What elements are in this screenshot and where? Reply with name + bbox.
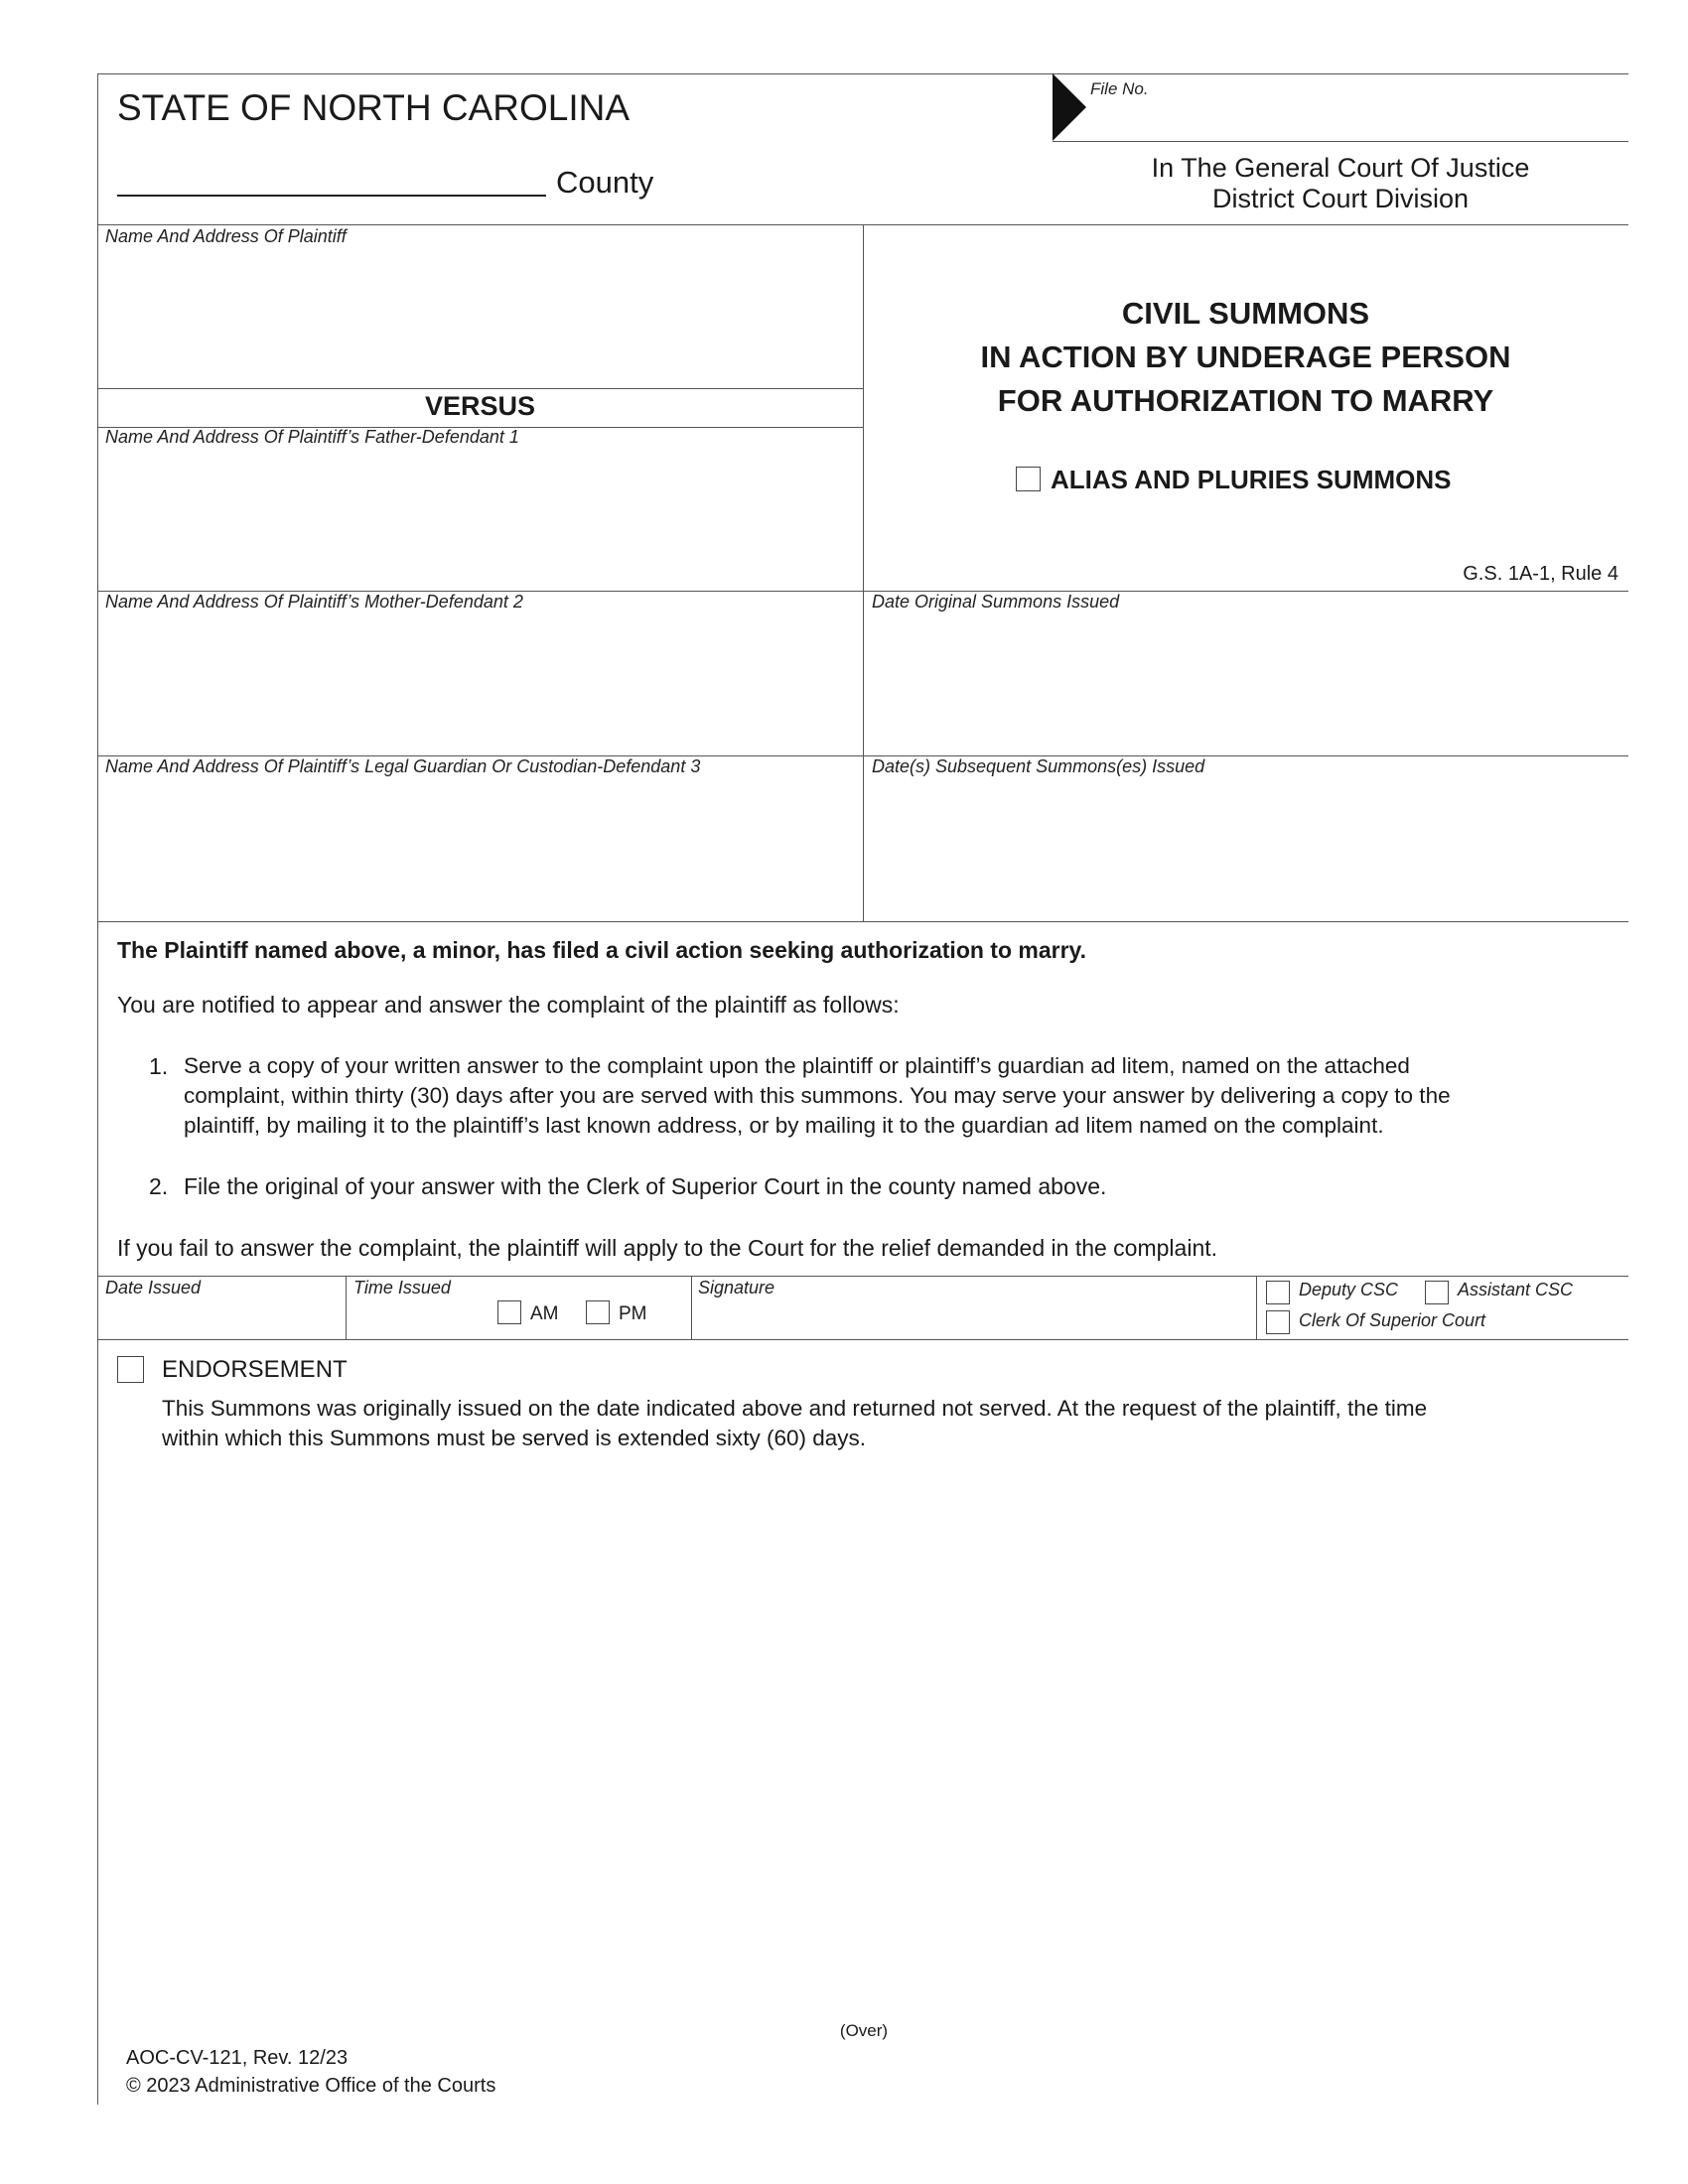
clerk-superior-court-checkbox[interactable] bbox=[1266, 1310, 1290, 1334]
defendant1-label: Name And Address Of Plaintiff’s Father-Defendant 1 bbox=[105, 427, 519, 447]
endorsement-line-1: This Summons was originally issued on the date indicated above and returned not served. At the request of the plaintiff, the time bbox=[162, 1396, 1428, 1421]
item-1-line-1: Serve a copy of your written answer to the complaint upon the plaintiff or plaintiff’s guardian ad litem, named on the attached bbox=[184, 1053, 1410, 1078]
notice-fail: If you fail to answer the complaint, the plaintiff will apply to the Court for the relief demanded in the complaint. bbox=[117, 1235, 1218, 1261]
defendant3-label: Name And Address Of Plaintiff’s Legal Guardian Or Custodian-Defendant 3 bbox=[105, 756, 701, 776]
issuance-bottom-line bbox=[97, 1339, 1628, 1340]
date-issued-field[interactable] bbox=[99, 1298, 342, 1336]
form-number: AOC-CV-121, Rev. 12/23 bbox=[126, 2047, 349, 2069]
file-no-label: File No. bbox=[1090, 79, 1149, 98]
file-no-underline bbox=[1053, 141, 1628, 142]
versus-heading: VERSUS bbox=[424, 391, 536, 421]
form-title-line-1: CIVIL SUMMONS bbox=[1121, 296, 1370, 331]
plaintiff-label: Name And Address Of Plaintiff bbox=[105, 226, 347, 246]
endorsement-label: ENDORSEMENT bbox=[162, 1356, 348, 1383]
date-issued-label: Date Issued bbox=[105, 1278, 202, 1297]
file-no-arrow-icon bbox=[1053, 73, 1088, 141]
am-label: AM bbox=[530, 1303, 559, 1324]
date-original-field[interactable] bbox=[866, 615, 1625, 752]
issuance-divider-3 bbox=[1256, 1276, 1257, 1339]
over-note: (Over) bbox=[839, 2021, 889, 2040]
time-issued-field[interactable] bbox=[350, 1298, 489, 1336]
court-line-2: District Court Division bbox=[1211, 184, 1470, 213]
alias-pluries-checkbox[interactable] bbox=[1016, 467, 1041, 491]
signature-field[interactable] bbox=[695, 1298, 1251, 1336]
form-title-line-3: FOR AUTHORIZATION TO MARRY bbox=[997, 383, 1494, 418]
county-input-line[interactable] bbox=[117, 195, 546, 197]
item-2-number: 2. bbox=[149, 1173, 169, 1199]
am-checkbox[interactable] bbox=[497, 1300, 521, 1324]
pm-label: PM bbox=[619, 1303, 647, 1324]
date-subsequent-field[interactable] bbox=[866, 780, 1625, 917]
notice-notified: You are notified to appear and answer the complaint of the plaintiff as follows: bbox=[117, 992, 900, 1018]
parties-bottom-line bbox=[97, 921, 1628, 922]
date-subsequent-label: Date(s) Subsequent Summons(es) Issued bbox=[872, 756, 1205, 776]
pm-checkbox[interactable] bbox=[586, 1300, 610, 1324]
issuance-divider-2 bbox=[691, 1276, 692, 1339]
copyright-notice: © 2023 Administrative Office of the Courts bbox=[126, 2075, 496, 2097]
endorsement-line-2: within which this Summons must be served is extended sixty (60) days. bbox=[162, 1426, 867, 1450]
item-1-number: 1. bbox=[149, 1053, 169, 1079]
form-left-border bbox=[97, 73, 98, 2105]
assistant-csc-checkbox[interactable] bbox=[1425, 1281, 1449, 1304]
defendant3-field[interactable] bbox=[99, 780, 859, 917]
item-2-text: File the original of your answer with the Clerk of Superior Court in the county named above. bbox=[184, 1173, 1107, 1199]
clerk-superior-court-label: Clerk Of Superior Court bbox=[1299, 1310, 1486, 1330]
notice-intro: The Plaintiff named above, a minor, has filed a civil action seeking authorization to marry. bbox=[117, 937, 1087, 963]
form-top-border bbox=[97, 73, 1628, 74]
defendant1-field[interactable] bbox=[99, 451, 859, 588]
plaintiff-field[interactable] bbox=[99, 250, 859, 385]
statute-reference: G.S. 1A-1, Rule 4 bbox=[1463, 563, 1618, 585]
signature-label: Signature bbox=[698, 1278, 775, 1297]
issuance-divider-1 bbox=[346, 1276, 347, 1339]
item-1-line-3: plaintiff, by mailing it to the plaintiff’s last known address, or by mailing it to the guardian ad litem named on the complaint. bbox=[184, 1113, 1384, 1138]
time-issued-label: Time Issued bbox=[353, 1278, 451, 1297]
county-label: County bbox=[556, 165, 654, 200]
assistant-csc-label: Assistant CSC bbox=[1458, 1280, 1574, 1299]
date-original-label: Date Original Summons Issued bbox=[872, 592, 1120, 612]
file-no-field[interactable] bbox=[1092, 99, 1618, 139]
item-1-line-2: complaint, within thirty (30) days after you are served with this summons. You may serve your answer by delivering a copy to the bbox=[184, 1083, 1451, 1108]
deputy-csc-checkbox[interactable] bbox=[1266, 1281, 1290, 1304]
deputy-csc-label: Deputy CSC bbox=[1299, 1280, 1399, 1299]
alias-pluries-label: ALIAS AND PLURIES SUMMONS bbox=[1051, 465, 1452, 494]
defendant2-field[interactable] bbox=[99, 615, 859, 752]
plaintiff-bottom-line bbox=[97, 388, 863, 389]
court-line-1: In The General Court Of Justice bbox=[1151, 153, 1530, 183]
endorsement-checkbox[interactable] bbox=[117, 1356, 144, 1383]
issuance-top-line bbox=[97, 1276, 1628, 1277]
defendant2-label: Name And Address Of Plaintiff’s Mother-Defendant 2 bbox=[105, 592, 523, 612]
form-title-line-2: IN ACTION BY UNDERAGE PERSON bbox=[980, 340, 1511, 374]
state-heading: STATE OF NORTH CAROLINA bbox=[117, 87, 630, 128]
court-name bbox=[1053, 153, 1628, 214]
